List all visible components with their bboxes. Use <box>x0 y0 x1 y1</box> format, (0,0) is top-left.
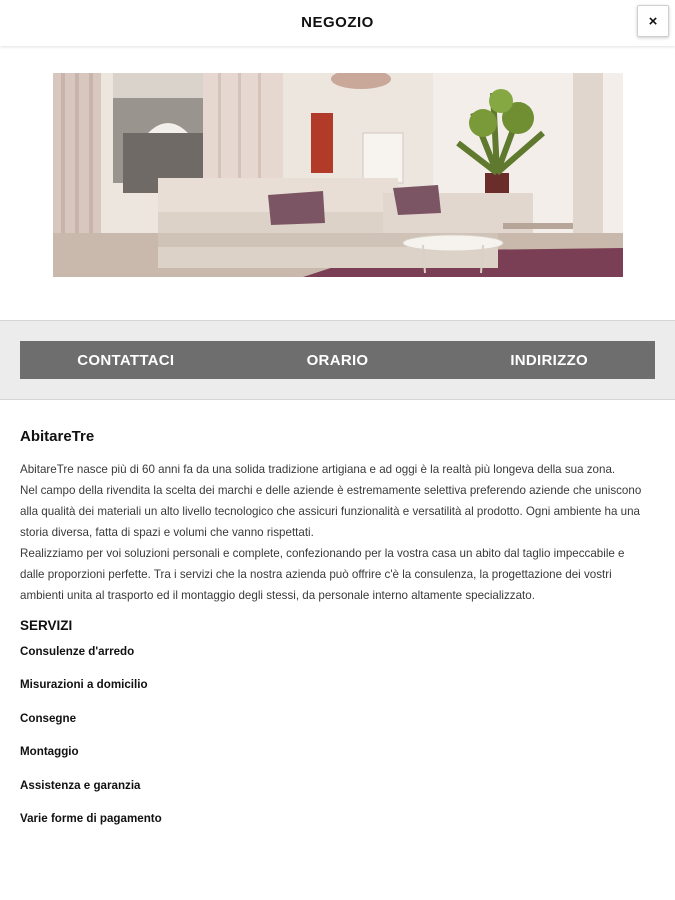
about-paragraph: Nel campo della rivendita la scelta dei marchi e delle aziende è estremamente selettiva preferendo aziende che uniscono alla qualità dei materiali un alto livello tecnologico che assicuri funzionalità e versatilità al prodotto. Ogni ambiente ha una storia diversa, fatta di spazi e volumi che vanno rispettati. <box>20 484 642 539</box>
close-icon: × <box>648 12 658 30</box>
store-name: AbitareTre <box>20 428 95 445</box>
service-item: Assistenza e garanzia <box>20 778 141 792</box>
tab-indirizzo[interactable]: INDIRIZZO <box>510 351 589 369</box>
store-photo <box>53 73 623 277</box>
services-title: SERVIZI <box>20 618 73 633</box>
info-tabs <box>20 341 655 379</box>
living-room-illustration <box>53 73 623 277</box>
store-description <box>20 428 650 845</box>
top-bar <box>0 0 675 46</box>
close-button[interactable] <box>637 5 669 37</box>
service-item: Consegne <box>20 711 77 725</box>
tab-contattaci[interactable]: CONTATTACI <box>77 351 175 369</box>
service-item: Consulenze d'arredo <box>20 645 135 658</box>
about-paragraph: AbitareTre nasce più di 60 anni fa da una solida tradizione artigiana e ad oggi è la realtà più longeva della sua zona. <box>20 463 616 476</box>
service-item: Misurazioni a domicilio <box>20 678 148 692</box>
service-item: Varie forme di pagamento <box>20 811 162 825</box>
service-item: Montaggio <box>20 745 79 759</box>
about-paragraph: Realizziamo per voi soluzioni personali e complete, confezionando per la vostra casa un abito dal taglio impeccabile e dalle proporzioni perfette. Tra i servizi che la nostra azienda può offrire c'è la consulenza, la progettazione dei vostri ambienti unita al trasporto ed il montaggio degli stessi, da personale interno altamente specializzato. <box>20 547 625 602</box>
page-title: NEGOZIO <box>301 14 374 31</box>
tab-orario[interactable]: ORARIO <box>306 351 369 369</box>
tabs-band <box>0 320 675 400</box>
